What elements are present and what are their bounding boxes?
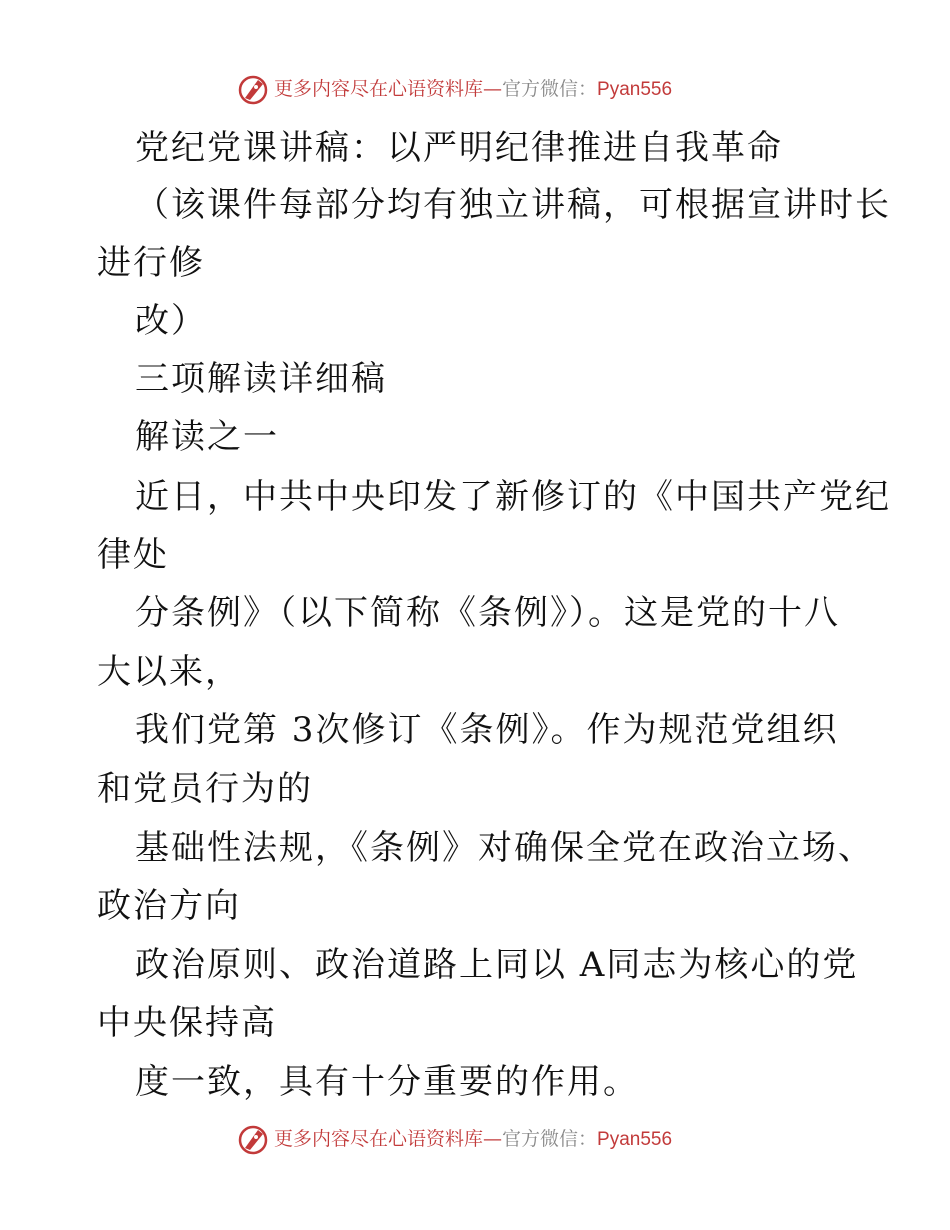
text-line: 进行修 <box>97 243 205 283</box>
text-line: （该课件每部分均有独立讲稿，可根据宣讲时长 <box>135 185 891 225</box>
text-line: 近日，中共中央印发了新修订的《中国共产党纪 <box>135 477 891 517</box>
text-line: 中央保持高 <box>97 1003 277 1043</box>
section-heading: 三项解读详细稿 <box>135 359 387 399</box>
banner-wechat-label: 官方微信： <box>502 78 598 100</box>
footer-banner <box>0 1120 950 1160</box>
banner-title: 更多内容尽在心语资料库 <box>274 1128 484 1150</box>
text-line: 基础性法规，《条例》对确保全党在政治立场、 <box>135 828 874 868</box>
text-line: 度一致，具有十分重要的作用。 <box>135 1062 639 1102</box>
subsection-heading: 解读之一 <box>135 417 279 457</box>
pen-nib-logo-icon <box>236 72 270 106</box>
banner-dash: — <box>483 78 503 100</box>
banner-text <box>274 78 672 101</box>
text-line: 我们党第 3次修订《条例》。作为规范党组织 <box>135 710 839 750</box>
document-title: 党纪党课讲稿：以严明纪律推进自我革命 <box>135 128 783 168</box>
text-line: 政治原则、政治道路上同以 A同志为核心的党 <box>135 945 859 985</box>
banner-wechat-id: Pyan556 <box>597 1129 673 1150</box>
text-line: 政治方向 <box>97 886 241 926</box>
banner-wechat-label: 官方微信： <box>502 1128 598 1150</box>
text-line: 分条例》（以下简称《条例》）。这是党的十八 <box>135 593 840 633</box>
header-banner <box>0 70 950 110</box>
banner-dash: — <box>483 1128 503 1150</box>
text-line: 律处 <box>97 535 169 575</box>
banner-title: 更多内容尽在心语资料库 <box>274 78 484 100</box>
text-line: 和党员行为的 <box>97 769 313 809</box>
banner-wechat-id: Pyan556 <box>597 79 673 100</box>
banner-text <box>274 1128 672 1151</box>
pen-nib-logo-icon <box>236 1122 270 1156</box>
text-line: 改） <box>135 301 207 341</box>
text-line: 大以来， <box>97 652 241 692</box>
